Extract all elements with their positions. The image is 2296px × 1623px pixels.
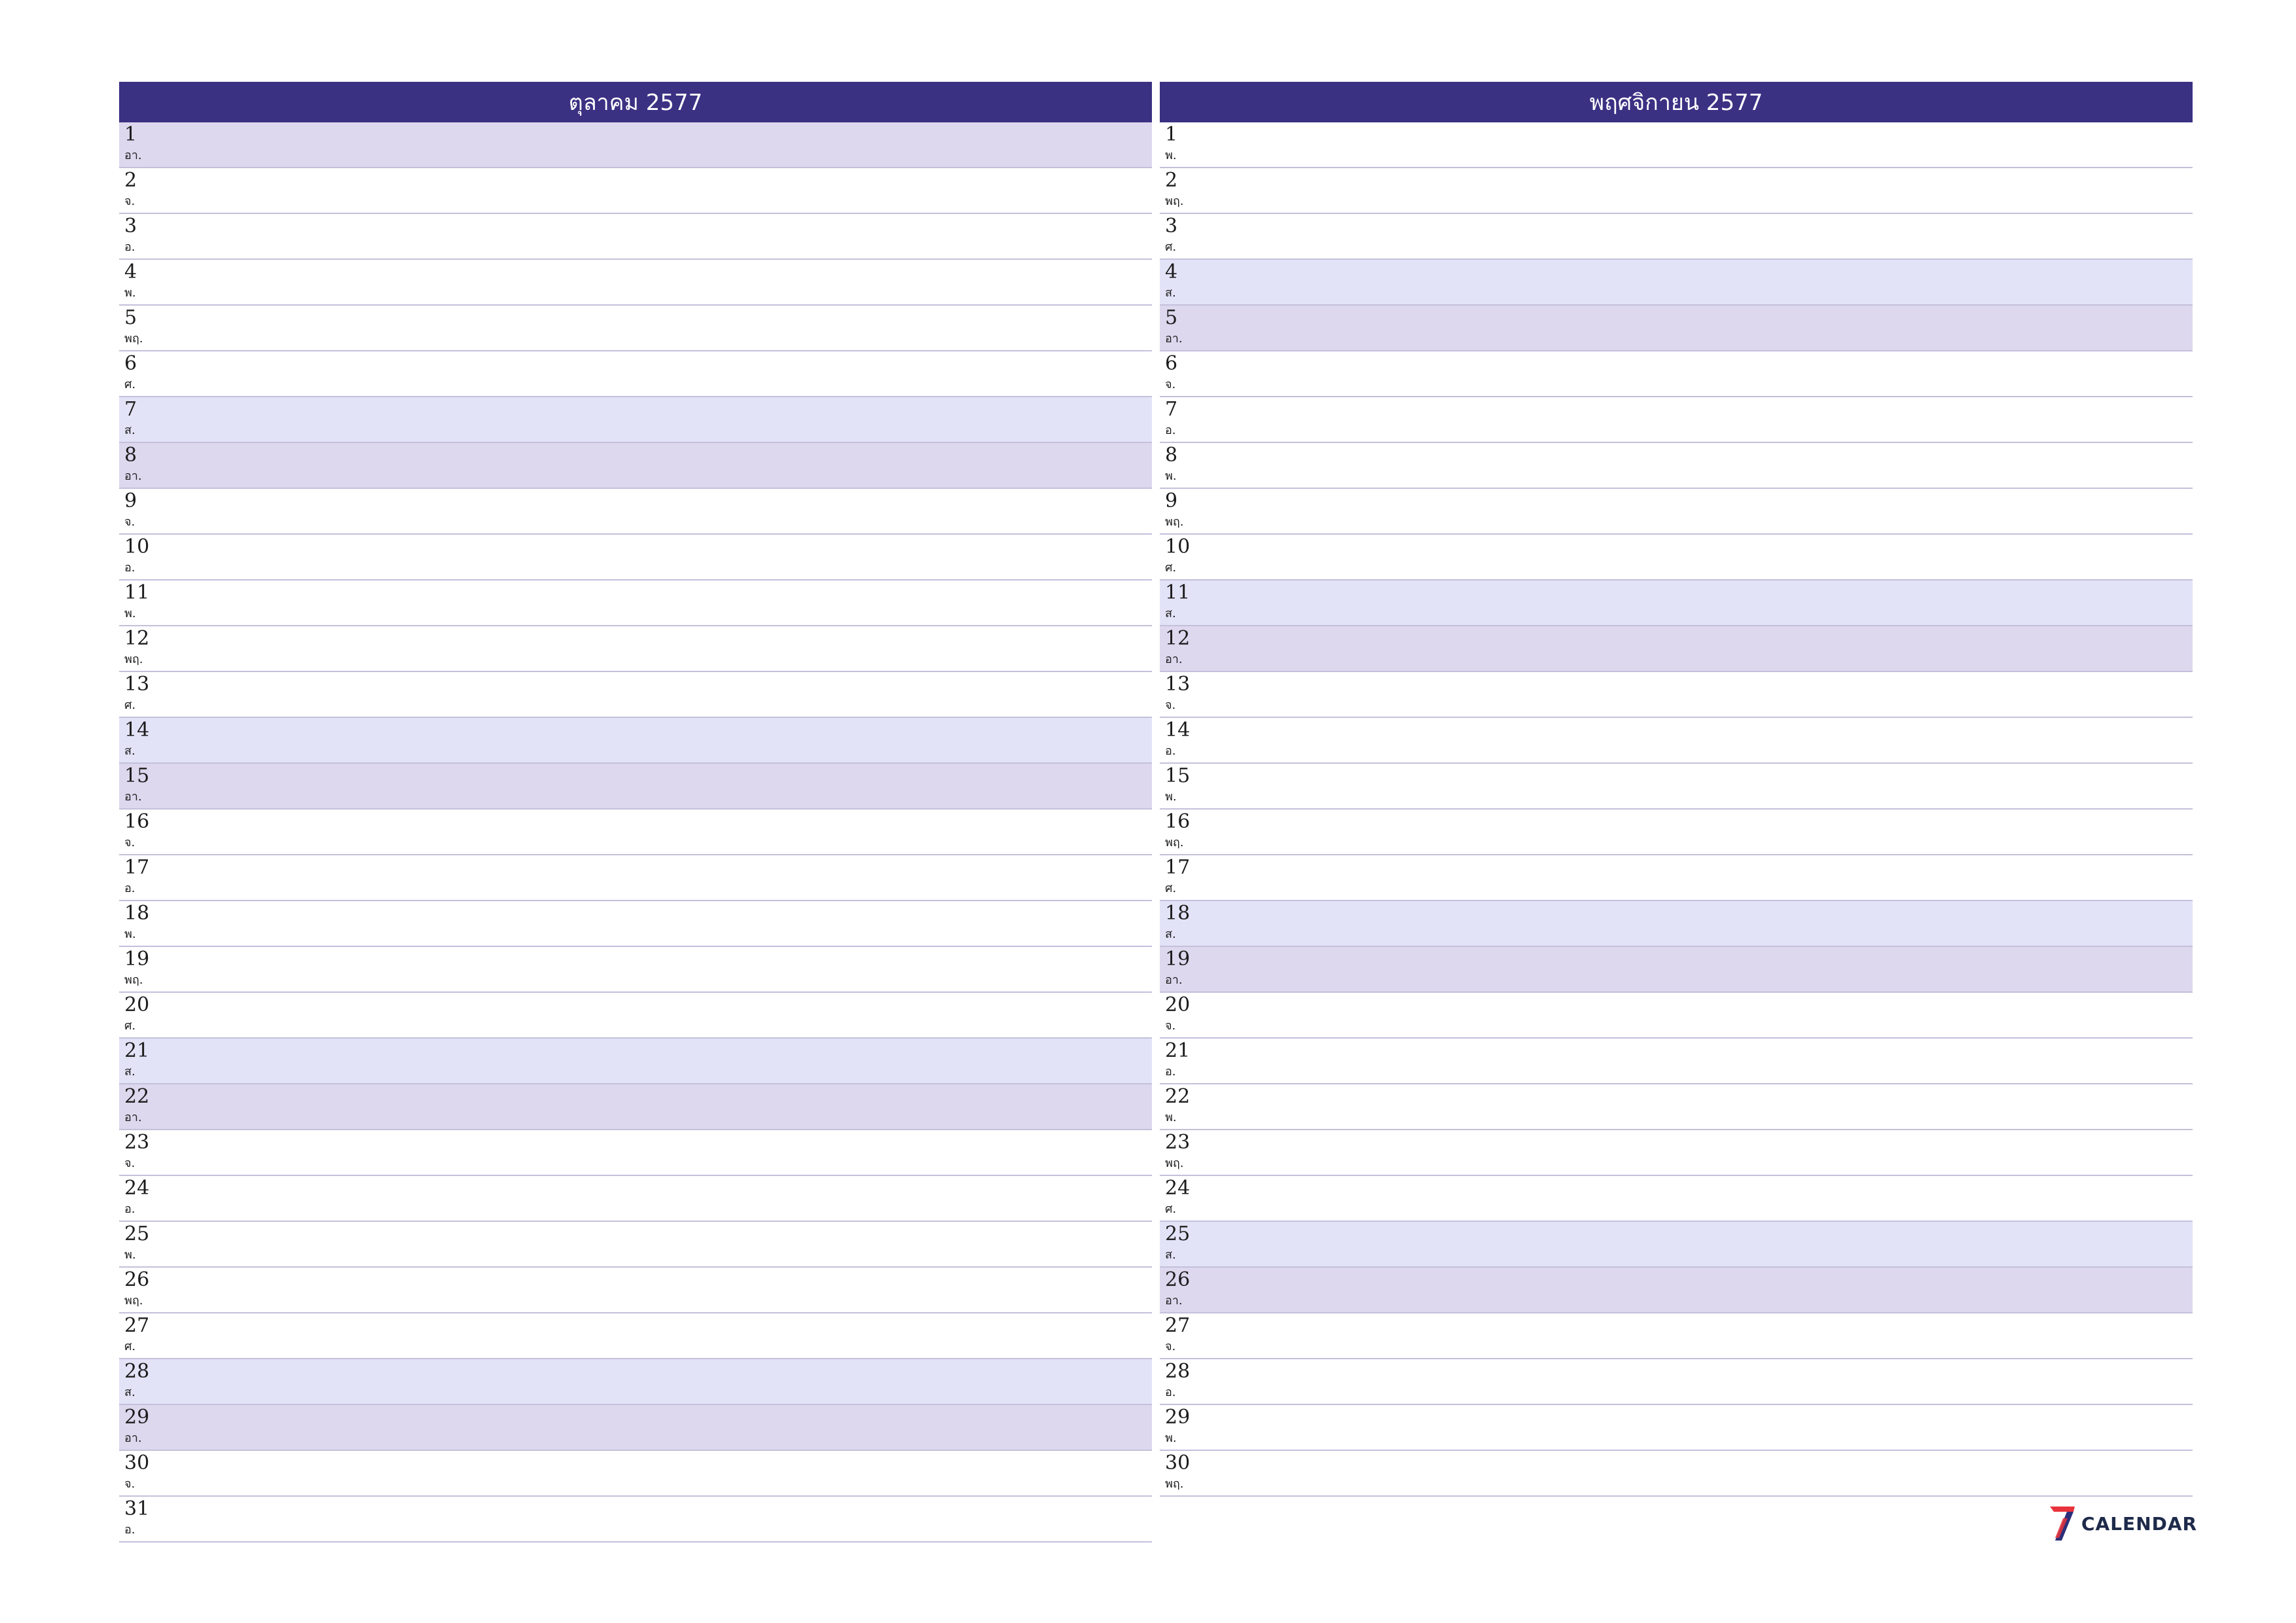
day-row bbox=[1160, 1451, 2193, 1497]
weekday-label: อ. bbox=[1165, 1065, 1176, 1079]
day-row bbox=[1160, 901, 2193, 947]
day-number: 28 bbox=[1165, 1360, 1191, 1383]
weekday-label: อ. bbox=[124, 882, 135, 895]
day-number: 20 bbox=[124, 993, 150, 1016]
day-number: 12 bbox=[1165, 627, 1191, 650]
day-row bbox=[1160, 855, 2193, 901]
day-number: 18 bbox=[1165, 902, 1191, 925]
weekday-label: พ. bbox=[124, 286, 136, 300]
weekday-label: ส. bbox=[124, 1385, 135, 1399]
day-row bbox=[119, 260, 1152, 306]
day-row bbox=[119, 214, 1152, 260]
day-number: 19 bbox=[124, 948, 150, 971]
day-number: 16 bbox=[1165, 810, 1191, 833]
day-row bbox=[1160, 947, 2193, 993]
weekday-label: ศ. bbox=[124, 378, 136, 391]
day-row bbox=[119, 626, 1152, 672]
day-row bbox=[1160, 1222, 2193, 1268]
weekday-label: อา. bbox=[124, 469, 142, 483]
day-number: 25 bbox=[1165, 1222, 1191, 1245]
day-row bbox=[119, 168, 1152, 214]
weekday-label: อ. bbox=[124, 561, 135, 575]
weekday-label: พ. bbox=[1165, 469, 1177, 483]
day-row bbox=[1160, 397, 2193, 443]
weekday-label: จ. bbox=[124, 1156, 135, 1170]
day-row bbox=[1160, 810, 2193, 855]
day-row bbox=[119, 489, 1152, 535]
day-number: 9 bbox=[1165, 490, 1178, 512]
day-number: 26 bbox=[1165, 1268, 1191, 1291]
day-row bbox=[1160, 122, 2193, 168]
weekday-label: จ. bbox=[1165, 1019, 1176, 1033]
day-number: 1 bbox=[1165, 123, 1178, 146]
day-number: 10 bbox=[124, 535, 150, 558]
day-number: 12 bbox=[124, 627, 150, 650]
day-list bbox=[1160, 122, 2193, 1497]
day-row bbox=[1160, 626, 2193, 672]
weekday-label: พ. bbox=[1165, 790, 1177, 804]
day-row bbox=[1160, 168, 2193, 214]
weekday-label: พ. bbox=[1165, 1431, 1177, 1445]
day-row bbox=[119, 1039, 1152, 1084]
day-number: 17 bbox=[1165, 856, 1191, 879]
day-row bbox=[1160, 580, 2193, 626]
day-number: 18 bbox=[124, 902, 150, 925]
weekday-label: พฤ. bbox=[124, 652, 143, 666]
weekday-label: อา. bbox=[1165, 332, 1183, 346]
weekday-label: ส. bbox=[124, 744, 135, 758]
weekday-label: จ. bbox=[124, 1477, 135, 1491]
weekday-label: ส. bbox=[124, 423, 135, 437]
weekday-label: พฤ. bbox=[1165, 836, 1184, 849]
weekday-label: พ. bbox=[1165, 149, 1177, 162]
day-row bbox=[119, 947, 1152, 993]
day-number: 17 bbox=[124, 856, 150, 879]
day-row bbox=[119, 1497, 1152, 1543]
weekday-label: พฤ. bbox=[1165, 1477, 1184, 1491]
weekday-label: ส. bbox=[1165, 607, 1176, 620]
day-number: 6 bbox=[124, 352, 137, 375]
weekday-label: พฤ. bbox=[1165, 515, 1184, 529]
day-number: 29 bbox=[1165, 1406, 1191, 1429]
day-row bbox=[119, 1176, 1152, 1222]
day-row bbox=[1160, 672, 2193, 718]
day-number: 11 bbox=[1165, 581, 1191, 604]
weekday-label: ส. bbox=[1165, 927, 1176, 941]
day-number: 23 bbox=[124, 1131, 150, 1154]
day-row bbox=[1160, 1405, 2193, 1451]
day-number: 13 bbox=[1165, 673, 1191, 696]
weekday-label: พฤ. bbox=[124, 973, 143, 987]
day-row bbox=[119, 901, 1152, 947]
weekday-label: ศ. bbox=[124, 1019, 136, 1033]
day-row bbox=[1160, 260, 2193, 306]
day-row bbox=[119, 718, 1152, 764]
day-number: 16 bbox=[124, 810, 150, 833]
day-row bbox=[119, 535, 1152, 580]
weekday-label: อา. bbox=[124, 790, 142, 804]
day-row bbox=[1160, 1176, 2193, 1222]
day-row bbox=[119, 810, 1152, 855]
day-number: 6 bbox=[1165, 352, 1178, 375]
weekday-label: ศ. bbox=[1165, 882, 1177, 895]
day-row bbox=[119, 1405, 1152, 1451]
weekday-label: พฤ. bbox=[1165, 194, 1184, 208]
day-number: 14 bbox=[1165, 719, 1191, 741]
day-row bbox=[1160, 1039, 2193, 1084]
day-number: 8 bbox=[1165, 444, 1178, 467]
day-row bbox=[1160, 306, 2193, 351]
day-row bbox=[1160, 1084, 2193, 1130]
day-number: 28 bbox=[124, 1360, 150, 1383]
day-row bbox=[1160, 489, 2193, 535]
day-row bbox=[119, 443, 1152, 489]
day-number: 5 bbox=[1165, 306, 1178, 329]
day-row bbox=[119, 1222, 1152, 1268]
day-row bbox=[119, 764, 1152, 810]
weekday-label: พ. bbox=[124, 927, 136, 941]
day-number: 15 bbox=[1165, 764, 1191, 787]
day-number: 2 bbox=[124, 169, 137, 192]
weekday-label: ส. bbox=[124, 1065, 135, 1079]
day-number: 24 bbox=[124, 1177, 150, 1200]
day-number: 13 bbox=[124, 673, 150, 696]
day-number: 22 bbox=[1165, 1085, 1191, 1108]
day-row bbox=[119, 351, 1152, 397]
day-row bbox=[1160, 1130, 2193, 1176]
day-number: 20 bbox=[1165, 993, 1191, 1016]
day-number: 8 bbox=[124, 444, 137, 467]
day-number: 3 bbox=[124, 215, 137, 238]
day-row bbox=[119, 1451, 1152, 1497]
day-row bbox=[119, 1313, 1152, 1359]
logo-text: CALENDAR bbox=[2081, 1512, 2198, 1535]
day-number: 1 bbox=[124, 123, 137, 146]
weekday-label: จ. bbox=[124, 194, 135, 208]
day-number: 14 bbox=[124, 719, 150, 741]
weekday-label: อา. bbox=[124, 1431, 142, 1445]
day-row bbox=[1160, 993, 2193, 1039]
day-number: 26 bbox=[124, 1268, 150, 1291]
weekday-label: ศ. bbox=[124, 698, 136, 712]
day-number: 22 bbox=[124, 1085, 150, 1108]
weekday-label: พฤ. bbox=[124, 1294, 143, 1308]
day-number: 4 bbox=[124, 260, 137, 283]
day-row bbox=[1160, 1313, 2193, 1359]
weekday-label: จ. bbox=[1165, 378, 1176, 391]
day-row bbox=[1160, 1359, 2193, 1405]
weekday-label: พฤ. bbox=[1165, 1156, 1184, 1170]
day-row bbox=[119, 122, 1152, 168]
day-row bbox=[119, 397, 1152, 443]
month-october bbox=[119, 82, 1152, 1543]
weekday-label: ส. bbox=[1165, 1248, 1176, 1262]
day-number: 11 bbox=[124, 581, 150, 604]
day-list bbox=[119, 122, 1152, 1543]
day-number: 30 bbox=[1165, 1452, 1191, 1474]
day-row bbox=[1160, 351, 2193, 397]
weekday-label: ศ. bbox=[1165, 240, 1177, 254]
month-title: พฤศจิกายน 2577 bbox=[1160, 82, 2193, 122]
day-number: 29 bbox=[124, 1406, 150, 1429]
day-number: 24 bbox=[1165, 1177, 1191, 1200]
weekday-label: จ. bbox=[1165, 698, 1176, 712]
weekday-label: จ. bbox=[124, 515, 135, 529]
day-number: 5 bbox=[124, 306, 137, 329]
weekday-label: อา. bbox=[124, 1111, 142, 1124]
day-row bbox=[119, 672, 1152, 718]
day-row bbox=[119, 1084, 1152, 1130]
day-number: 30 bbox=[124, 1452, 150, 1474]
day-row bbox=[1160, 764, 2193, 810]
day-row bbox=[119, 580, 1152, 626]
day-number: 25 bbox=[124, 1222, 150, 1245]
weekday-label: อา. bbox=[1165, 973, 1183, 987]
day-row bbox=[119, 306, 1152, 351]
weekday-label: ศ. bbox=[1165, 561, 1177, 575]
day-number: 4 bbox=[1165, 260, 1178, 283]
day-row bbox=[119, 855, 1152, 901]
day-number: 23 bbox=[1165, 1131, 1191, 1154]
day-row bbox=[119, 993, 1152, 1039]
day-row bbox=[1160, 535, 2193, 580]
day-number: 21 bbox=[124, 1039, 150, 1062]
day-number: 27 bbox=[1165, 1314, 1191, 1337]
weekday-label: พฤ. bbox=[124, 332, 143, 346]
weekday-label: อา. bbox=[124, 149, 142, 162]
day-number: 2 bbox=[1165, 169, 1178, 192]
month-title: ตุลาคม 2577 bbox=[119, 82, 1152, 122]
weekday-label: พ. bbox=[124, 1248, 136, 1262]
day-number: 19 bbox=[1165, 948, 1191, 971]
weekday-label: อา. bbox=[1165, 1294, 1183, 1308]
weekday-label: พ. bbox=[124, 607, 136, 620]
day-row bbox=[119, 1130, 1152, 1176]
weekday-label: ศ. bbox=[124, 1340, 136, 1353]
brand-logo bbox=[2047, 1505, 2197, 1542]
day-row bbox=[119, 1268, 1152, 1313]
day-row bbox=[1160, 214, 2193, 260]
weekday-label: พ. bbox=[1165, 1111, 1177, 1124]
weekday-label: อ. bbox=[124, 240, 135, 254]
weekday-label: จ. bbox=[124, 836, 135, 849]
weekday-label: อ. bbox=[124, 1523, 135, 1537]
weekday-label: อ. bbox=[1165, 423, 1176, 437]
weekday-label: จ. bbox=[1165, 1340, 1176, 1353]
day-number: 27 bbox=[124, 1314, 150, 1337]
day-number: 9 bbox=[124, 490, 137, 512]
month-november bbox=[1160, 82, 2193, 1497]
weekday-label: อ. bbox=[1165, 1385, 1176, 1399]
day-number: 10 bbox=[1165, 535, 1191, 558]
seven-logo-icon bbox=[2047, 1505, 2076, 1542]
weekday-label: อ. bbox=[124, 1202, 135, 1216]
day-row bbox=[119, 1359, 1152, 1405]
day-number: 31 bbox=[124, 1497, 150, 1520]
weekday-label: ส. bbox=[1165, 286, 1176, 300]
weekday-label: อ. bbox=[1165, 744, 1176, 758]
weekday-label: ศ. bbox=[1165, 1202, 1177, 1216]
day-number: 21 bbox=[1165, 1039, 1191, 1062]
day-number: 7 bbox=[1165, 398, 1178, 421]
day-number: 3 bbox=[1165, 215, 1178, 238]
day-number: 15 bbox=[124, 764, 150, 787]
day-row bbox=[1160, 443, 2193, 489]
day-row bbox=[1160, 1268, 2193, 1313]
weekday-label: อา. bbox=[1165, 652, 1183, 666]
day-number: 7 bbox=[124, 398, 137, 421]
day-row bbox=[1160, 718, 2193, 764]
